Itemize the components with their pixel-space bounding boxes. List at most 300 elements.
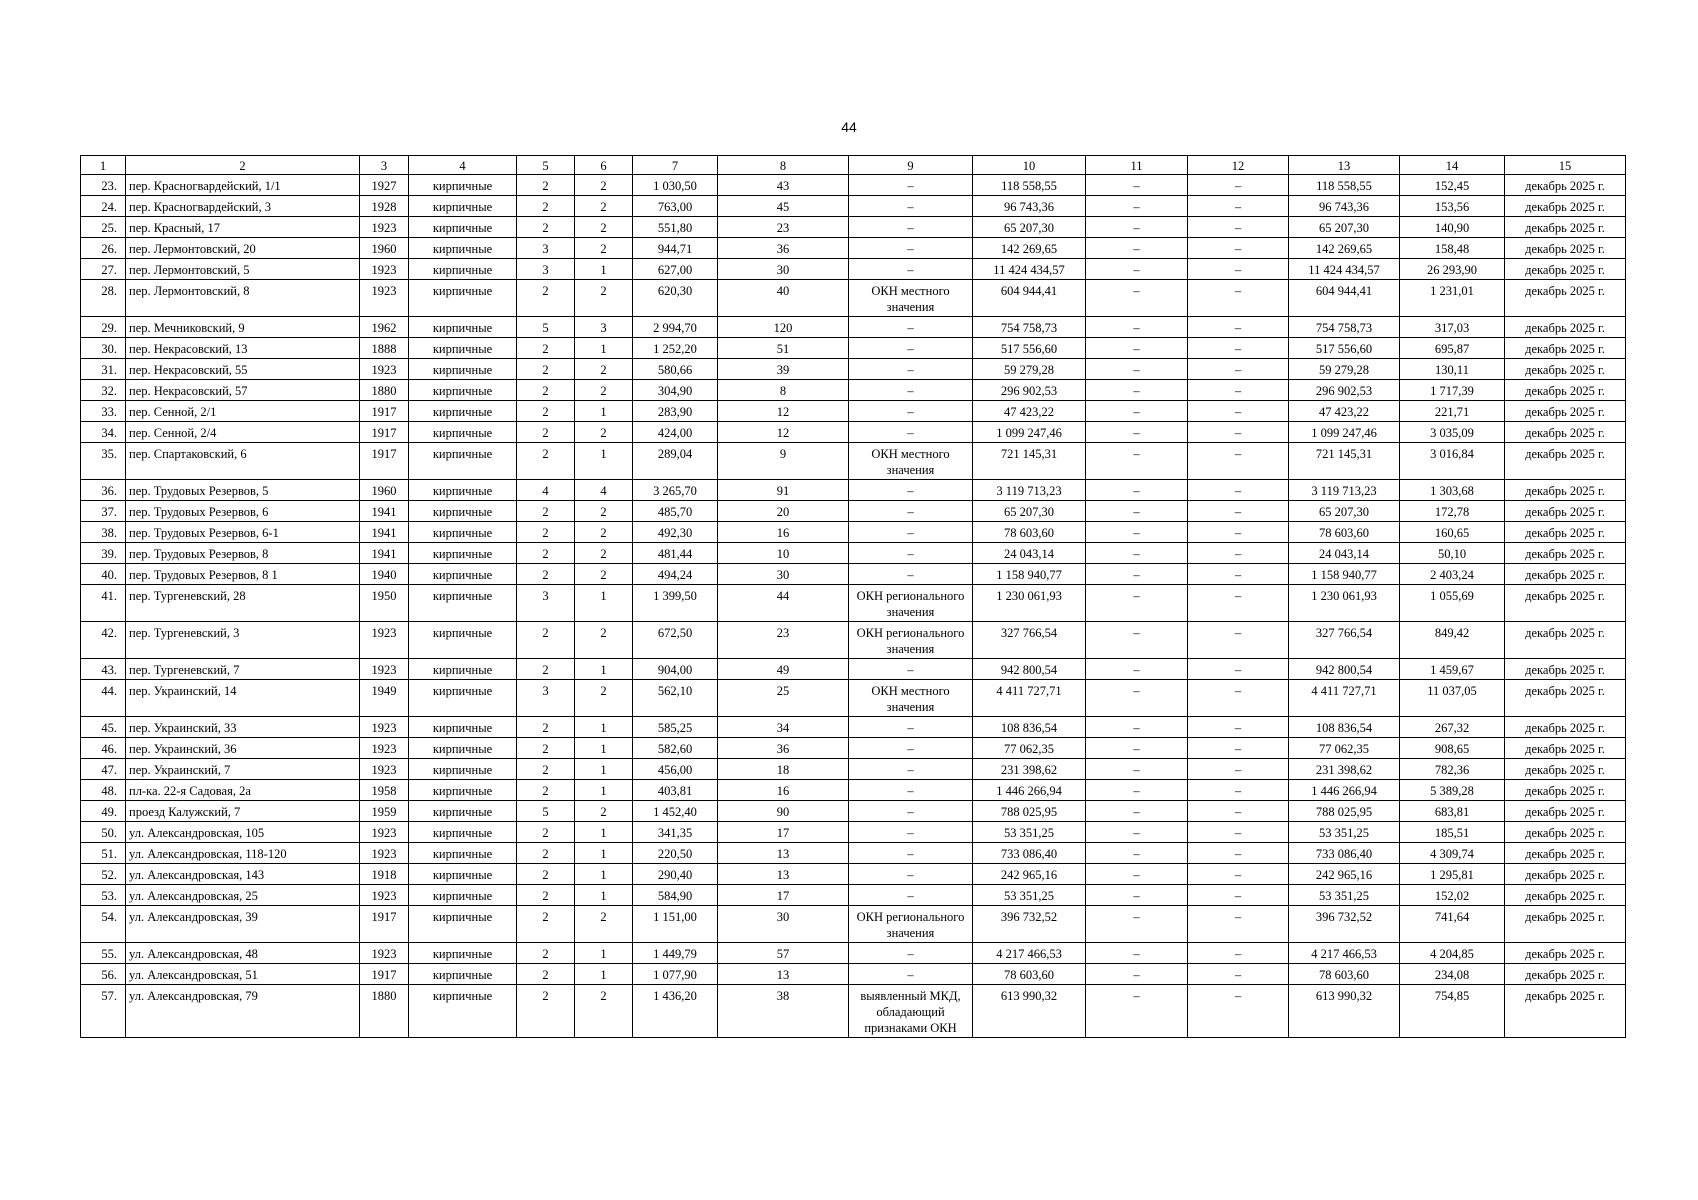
cell-heritage-status: – [849,822,973,843]
cell-row-number: 29. [81,317,126,338]
cell-floors: 2 [517,885,575,906]
cell-residents: 120 [718,317,849,338]
cell-total-cost: 733 086,40 [1289,843,1400,864]
table-row [81,659,1626,680]
cell-heritage-status: – [849,238,973,259]
cell-wall-material: кирпичные [409,217,517,238]
cell-address: пер. Украинский, 14 [126,680,360,717]
cell-funds-owners: – [1188,906,1289,943]
cell-row-number: 49. [81,801,126,822]
cell-address: пер. Украинский, 7 [126,759,360,780]
page-number: 44 [841,119,857,135]
cell-address: пер. Красногвардейский, 3 [126,196,360,217]
cell-row-number: 50. [81,822,126,843]
cell-floors: 2 [517,401,575,422]
cell-estimated-cost: 1 446 266,94 [973,780,1086,801]
cell-total-cost: 396 732,52 [1289,906,1400,943]
cell-estimated-cost: 4 411 727,71 [973,680,1086,717]
table-header [81,156,1626,175]
cell-row-number: 28. [81,280,126,317]
cell-funds-owners: – [1188,280,1289,317]
cell-address: пер. Тургеневский, 7 [126,659,360,680]
cell-deadline: декабрь 2025 г. [1505,843,1626,864]
cell-heritage-status: ОКН местного значения [849,280,973,317]
cell-heritage-status: ОКН регионального значения [849,622,973,659]
cell-cost-per-sqm: 172,78 [1400,501,1505,522]
cell-estimated-cost: 242 965,16 [973,864,1086,885]
cell-row-number: 32. [81,380,126,401]
cell-total-area: 620,30 [633,280,718,317]
cell-total-cost: 4 217 466,53 [1289,943,1400,964]
cell-floors: 2 [517,738,575,759]
cell-total-area: 456,00 [633,759,718,780]
cell-residents: 25 [718,680,849,717]
cell-funds-other: – [1086,801,1188,822]
cell-row-number: 25. [81,217,126,238]
cell-estimated-cost: 1 158 940,77 [973,564,1086,585]
cell-deadline: декабрь 2025 г. [1505,501,1626,522]
cell-address: пер. Трудовых Резервов, 6-1 [126,522,360,543]
cell-year-built: 1888 [360,338,409,359]
cell-funds-owners: – [1188,680,1289,717]
cell-total-area: 220,50 [633,843,718,864]
cell-funds-other: – [1086,443,1188,480]
cell-funds-other: – [1086,217,1188,238]
cell-year-built: 1923 [360,622,409,659]
cell-residents: 45 [718,196,849,217]
cell-heritage-status: – [849,564,973,585]
cell-funds-other: – [1086,822,1188,843]
cell-total-area: 672,50 [633,622,718,659]
cell-heritage-status: – [849,175,973,196]
cell-deadline: декабрь 2025 г. [1505,443,1626,480]
cell-funds-other: – [1086,659,1188,680]
cell-deadline: декабрь 2025 г. [1505,622,1626,659]
table-row [81,564,1626,585]
buildings-table [80,155,1626,1038]
cell-estimated-cost: 296 902,53 [973,380,1086,401]
cell-estimated-cost: 59 279,28 [973,359,1086,380]
cell-row-number: 26. [81,238,126,259]
cell-funds-other: – [1086,359,1188,380]
cell-entrances: 1 [575,585,633,622]
cell-deadline: декабрь 2025 г. [1505,380,1626,401]
cell-year-built: 1923 [360,217,409,238]
cell-row-number: 27. [81,259,126,280]
cell-total-cost: 1 099 247,46 [1289,422,1400,443]
cell-estimated-cost: 142 269,65 [973,238,1086,259]
cell-total-area: 1 252,20 [633,338,718,359]
cell-floors: 2 [517,196,575,217]
cell-funds-owners: – [1188,380,1289,401]
cell-year-built: 1928 [360,196,409,217]
table-row [81,738,1626,759]
cell-total-area: 1 399,50 [633,585,718,622]
column-header-13: 13 [1289,156,1400,175]
cell-heritage-status: – [849,717,973,738]
cell-wall-material: кирпичные [409,280,517,317]
cell-total-area: 1 151,00 [633,906,718,943]
cell-address: ул. Александровская, 79 [126,985,360,1038]
cell-funds-owners: – [1188,401,1289,422]
cell-estimated-cost: 53 351,25 [973,885,1086,906]
column-header-14: 14 [1400,156,1505,175]
table-row [81,717,1626,738]
cell-cost-per-sqm: 908,65 [1400,738,1505,759]
cell-year-built: 1958 [360,780,409,801]
table-row [81,380,1626,401]
cell-floors: 2 [517,843,575,864]
cell-deadline: декабрь 2025 г. [1505,422,1626,443]
cell-residents: 18 [718,759,849,780]
cell-cost-per-sqm: 1 055,69 [1400,585,1505,622]
cell-cost-per-sqm: 1 303,68 [1400,480,1505,501]
cell-estimated-cost: 604 944,41 [973,280,1086,317]
table-body [81,175,1626,1038]
cell-deadline: декабрь 2025 г. [1505,885,1626,906]
cell-total-cost: 788 025,95 [1289,801,1400,822]
cell-wall-material: кирпичные [409,338,517,359]
cell-floors: 2 [517,338,575,359]
cell-cost-per-sqm: 5 389,28 [1400,780,1505,801]
cell-row-number: 35. [81,443,126,480]
cell-heritage-status: – [849,659,973,680]
cell-year-built: 1923 [360,822,409,843]
cell-entrances: 1 [575,780,633,801]
cell-address: ул. Александровская, 105 [126,822,360,843]
cell-deadline: декабрь 2025 г. [1505,317,1626,338]
cell-total-area: 1 449,79 [633,943,718,964]
cell-deadline: декабрь 2025 г. [1505,175,1626,196]
cell-year-built: 1941 [360,543,409,564]
cell-cost-per-sqm: 221,71 [1400,401,1505,422]
cell-cost-per-sqm: 140,90 [1400,217,1505,238]
cell-estimated-cost: 47 423,22 [973,401,1086,422]
cell-address: ул. Александровская, 51 [126,964,360,985]
cell-residents: 39 [718,359,849,380]
cell-row-number: 24. [81,196,126,217]
table-row [81,680,1626,717]
cell-entrances: 1 [575,943,633,964]
cell-address: ул. Александровская, 48 [126,943,360,964]
cell-address: пер. Трудовых Резервов, 8 [126,543,360,564]
cell-estimated-cost: 1 230 061,93 [973,585,1086,622]
cell-address: пер. Сенной, 2/1 [126,401,360,422]
cell-funds-owners: – [1188,217,1289,238]
cell-deadline: декабрь 2025 г. [1505,822,1626,843]
cell-cost-per-sqm: 849,42 [1400,622,1505,659]
cell-heritage-status: – [849,317,973,338]
cell-funds-other: – [1086,175,1188,196]
cell-total-cost: 65 207,30 [1289,501,1400,522]
cell-cost-per-sqm: 4 309,74 [1400,843,1505,864]
cell-total-cost: 65 207,30 [1289,217,1400,238]
cell-total-area: 585,25 [633,717,718,738]
cell-estimated-cost: 53 351,25 [973,822,1086,843]
cell-funds-other: – [1086,501,1188,522]
table-row [81,622,1626,659]
cell-year-built: 1960 [360,480,409,501]
cell-cost-per-sqm: 1 459,67 [1400,659,1505,680]
cell-floors: 4 [517,480,575,501]
table-row [81,780,1626,801]
cell-funds-other: – [1086,780,1188,801]
cell-cost-per-sqm: 1 231,01 [1400,280,1505,317]
cell-wall-material: кирпичные [409,843,517,864]
table-row [81,401,1626,422]
cell-entrances: 1 [575,822,633,843]
cell-entrances: 1 [575,864,633,885]
cell-funds-other: – [1086,196,1188,217]
cell-entrances: 2 [575,175,633,196]
cell-total-area: 403,81 [633,780,718,801]
cell-floors: 2 [517,864,575,885]
cell-entrances: 2 [575,501,633,522]
cell-estimated-cost: 78 603,60 [973,964,1086,985]
cell-total-area: 341,35 [633,822,718,843]
cell-funds-owners: – [1188,175,1289,196]
cell-address: пл-ка. 22-я Садовая, 2а [126,780,360,801]
cell-address: ул. Александровская, 39 [126,906,360,943]
cell-total-cost: 118 558,55 [1289,175,1400,196]
cell-year-built: 1917 [360,906,409,943]
cell-deadline: декабрь 2025 г. [1505,238,1626,259]
cell-total-cost: 77 062,35 [1289,738,1400,759]
cell-cost-per-sqm: 158,48 [1400,238,1505,259]
cell-wall-material: кирпичные [409,801,517,822]
cell-total-area: 763,00 [633,196,718,217]
cell-address: пер. Украинский, 36 [126,738,360,759]
cell-total-cost: 517 556,60 [1289,338,1400,359]
cell-deadline: декабрь 2025 г. [1505,196,1626,217]
cell-year-built: 1923 [360,659,409,680]
cell-floors: 3 [517,585,575,622]
cell-row-number: 40. [81,564,126,585]
cell-row-number: 39. [81,543,126,564]
cell-estimated-cost: 721 145,31 [973,443,1086,480]
header-row [81,156,1626,175]
cell-cost-per-sqm: 160,65 [1400,522,1505,543]
cell-total-cost: 11 424 434,57 [1289,259,1400,280]
cell-total-area: 2 994,70 [633,317,718,338]
cell-year-built: 1941 [360,501,409,522]
cell-entrances: 2 [575,522,633,543]
cell-wall-material: кирпичные [409,780,517,801]
cell-funds-other: – [1086,259,1188,280]
cell-year-built: 1960 [360,238,409,259]
cell-year-built: 1949 [360,680,409,717]
cell-entrances: 2 [575,985,633,1038]
cell-total-cost: 78 603,60 [1289,522,1400,543]
cell-funds-owners: – [1188,259,1289,280]
cell-total-area: 562,10 [633,680,718,717]
cell-funds-other: – [1086,543,1188,564]
cell-wall-material: кирпичные [409,885,517,906]
cell-entrances: 2 [575,906,633,943]
cell-floors: 3 [517,238,575,259]
cell-total-area: 283,90 [633,401,718,422]
cell-wall-material: кирпичные [409,822,517,843]
cell-wall-material: кирпичные [409,422,517,443]
cell-funds-owners: – [1188,317,1289,338]
cell-year-built: 1917 [360,443,409,480]
cell-wall-material: кирпичные [409,659,517,680]
cell-cost-per-sqm: 1 295,81 [1400,864,1505,885]
cell-address: ул. Александровская, 25 [126,885,360,906]
table-row [81,843,1626,864]
cell-year-built: 1923 [360,280,409,317]
cell-funds-other: – [1086,338,1188,359]
cell-address: пер. Некрасовский, 55 [126,359,360,380]
cell-residents: 16 [718,780,849,801]
cell-wall-material: кирпичные [409,480,517,501]
cell-year-built: 1962 [360,317,409,338]
cell-address: пер. Лермонтовский, 8 [126,280,360,317]
cell-total-area: 627,00 [633,259,718,280]
cell-heritage-status: выявленный МКД, обладающий признаками ОКН [849,985,973,1038]
cell-heritage-status: – [849,801,973,822]
cell-wall-material: кирпичные [409,317,517,338]
cell-wall-material: кирпичные [409,380,517,401]
cell-row-number: 54. [81,906,126,943]
cell-residents: 9 [718,443,849,480]
cell-wall-material: кирпичные [409,522,517,543]
cell-cost-per-sqm: 50,10 [1400,543,1505,564]
cell-floors: 2 [517,501,575,522]
cell-funds-other: – [1086,238,1188,259]
cell-total-cost: 53 351,25 [1289,822,1400,843]
cell-row-number: 43. [81,659,126,680]
cell-funds-other: – [1086,480,1188,501]
cell-total-cost: 47 423,22 [1289,401,1400,422]
cell-funds-other: – [1086,401,1188,422]
cell-cost-per-sqm: 782,36 [1400,759,1505,780]
cell-residents: 10 [718,543,849,564]
cell-heritage-status: – [849,864,973,885]
cell-wall-material: кирпичные [409,759,517,780]
cell-cost-per-sqm: 754,85 [1400,985,1505,1038]
cell-row-number: 44. [81,680,126,717]
cell-year-built: 1923 [360,759,409,780]
cell-estimated-cost: 327 766,54 [973,622,1086,659]
cell-residents: 40 [718,280,849,317]
cell-heritage-status: – [849,501,973,522]
cell-total-area: 289,04 [633,443,718,480]
cell-deadline: декабрь 2025 г. [1505,522,1626,543]
column-header-12: 12 [1188,156,1289,175]
cell-year-built: 1959 [360,801,409,822]
table-row [81,338,1626,359]
cell-address: ул. Александровская, 143 [126,864,360,885]
cell-wall-material: кирпичные [409,564,517,585]
cell-estimated-cost: 77 062,35 [973,738,1086,759]
cell-cost-per-sqm: 3 035,09 [1400,422,1505,443]
cell-deadline: декабрь 2025 г. [1505,564,1626,585]
cell-cost-per-sqm: 3 016,84 [1400,443,1505,480]
cell-wall-material: кирпичные [409,238,517,259]
cell-funds-other: – [1086,885,1188,906]
cell-row-number: 34. [81,422,126,443]
cell-deadline: декабрь 2025 г. [1505,659,1626,680]
table-row [81,864,1626,885]
cell-funds-owners: – [1188,822,1289,843]
cell-funds-other: – [1086,759,1188,780]
cell-floors: 2 [517,659,575,680]
cell-funds-owners: – [1188,564,1289,585]
cell-residents: 51 [718,338,849,359]
cell-entrances: 2 [575,380,633,401]
cell-total-area: 580,66 [633,359,718,380]
cell-floors: 2 [517,380,575,401]
cell-row-number: 33. [81,401,126,422]
cell-heritage-status: – [849,843,973,864]
cell-estimated-cost: 24 043,14 [973,543,1086,564]
cell-heritage-status: ОКН регионального значения [849,585,973,622]
cell-heritage-status: – [849,522,973,543]
cell-year-built: 1880 [360,985,409,1038]
cell-year-built: 1923 [360,885,409,906]
cell-total-area: 3 265,70 [633,480,718,501]
cell-residents: 12 [718,422,849,443]
cell-total-area: 304,90 [633,380,718,401]
cell-cost-per-sqm: 11 037,05 [1400,680,1505,717]
cell-total-cost: 3 119 713,23 [1289,480,1400,501]
cell-floors: 5 [517,317,575,338]
cell-residents: 23 [718,217,849,238]
cell-cost-per-sqm: 234,08 [1400,964,1505,985]
cell-entrances: 1 [575,964,633,985]
cell-funds-owners: – [1188,717,1289,738]
cell-residents: 17 [718,885,849,906]
cell-total-area: 424,00 [633,422,718,443]
cell-estimated-cost: 942 800,54 [973,659,1086,680]
cell-total-cost: 754 758,73 [1289,317,1400,338]
cell-heritage-status: – [849,196,973,217]
cell-wall-material: кирпичные [409,622,517,659]
cell-total-area: 1 077,90 [633,964,718,985]
cell-address: пер. Сенной, 2/4 [126,422,360,443]
cell-entrances: 2 [575,801,633,822]
cell-residents: 36 [718,738,849,759]
table-row [81,259,1626,280]
cell-row-number: 51. [81,843,126,864]
cell-entrances: 2 [575,543,633,564]
cell-year-built: 1940 [360,564,409,585]
cell-estimated-cost: 108 836,54 [973,717,1086,738]
cell-deadline: декабрь 2025 г. [1505,864,1626,885]
cell-estimated-cost: 96 743,36 [973,196,1086,217]
cell-total-area: 1 030,50 [633,175,718,196]
cell-residents: 17 [718,822,849,843]
cell-heritage-status: – [849,738,973,759]
cell-wall-material: кирпичные [409,359,517,380]
cell-funds-other: – [1086,280,1188,317]
cell-heritage-status: – [849,401,973,422]
cell-year-built: 1917 [360,964,409,985]
column-header-1: 1 [81,156,126,175]
cell-floors: 2 [517,522,575,543]
cell-address: пер. Некрасовский, 13 [126,338,360,359]
table-row [81,196,1626,217]
cell-funds-other: – [1086,380,1188,401]
cell-funds-owners: – [1188,522,1289,543]
cell-row-number: 37. [81,501,126,522]
cell-total-cost: 296 902,53 [1289,380,1400,401]
cell-entrances: 1 [575,659,633,680]
cell-entrances: 2 [575,217,633,238]
cell-year-built: 1923 [360,359,409,380]
cell-estimated-cost: 788 025,95 [973,801,1086,822]
